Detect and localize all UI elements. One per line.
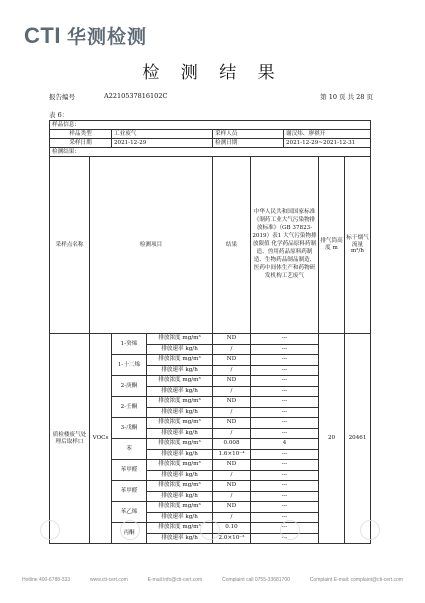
- table-label: 表 6：: [49, 111, 69, 119]
- param-cell: 排放速率 kg/h: [147, 407, 213, 418]
- logo-cti-text: CTI: [24, 22, 61, 48]
- item-name-cell: 苯: [112, 439, 147, 460]
- result-cell: /: [213, 407, 251, 418]
- watermark-icon: [200, 520, 220, 540]
- param-cell: 排放速率 kg/h: [147, 533, 213, 544]
- flow-rate-cell: 20461: [345, 334, 371, 544]
- result-cell: /: [213, 512, 251, 523]
- result-cell: ND: [213, 418, 251, 429]
- result-cell: /: [213, 386, 251, 397]
- watermark-icon: [40, 520, 60, 540]
- footer-email: E-mail:info@cti-cert.com: [147, 577, 203, 583]
- col-header-point: 采样点名称: [50, 157, 90, 334]
- item-name-cell: 1-十二烯: [112, 355, 147, 376]
- item-name-cell: 苯甲醛: [112, 460, 147, 481]
- result-cell: 1.6×10⁻⁴: [213, 449, 251, 460]
- report-number: A2210537816102C: [104, 92, 168, 100]
- param-cell: 排放速率 kg/h: [147, 386, 213, 397]
- standard-limit-cell: ---: [251, 397, 319, 408]
- result-cell: ND: [213, 481, 251, 492]
- param-cell: 排放浓度 mg/m³: [147, 334, 213, 345]
- result-cell: /: [213, 428, 251, 439]
- item-name-cell: 丙酮: [112, 523, 147, 544]
- standard-limit-cell: ---: [251, 502, 319, 513]
- param-cell: 排放浓度 mg/m³: [147, 502, 213, 513]
- item-name-cell: 2-庚酮: [112, 376, 147, 397]
- standard-limit-cell: ---: [251, 344, 319, 355]
- param-cell: 排放速率 kg/h: [147, 365, 213, 376]
- result-cell: /: [213, 365, 251, 376]
- param-cell: 排放浓度 mg/m³: [147, 376, 213, 387]
- col-header-result: 结果: [213, 157, 251, 334]
- param-cell: 排放速率 kg/h: [147, 470, 213, 481]
- result-cell: /: [213, 491, 251, 502]
- standard-limit-cell: ---: [251, 533, 319, 544]
- watermark-icon: [120, 520, 140, 540]
- param-cell: 排放浓度 mg/m³: [147, 523, 213, 534]
- footer-complaint-email: Complaint E-mail: complaint@cti-cert.com: [309, 577, 403, 583]
- sample-type-label: 样品类型: [50, 130, 112, 139]
- watermark-icon: [360, 520, 380, 540]
- param-cell: 排放浓度 mg/m³: [147, 355, 213, 366]
- standard-limit-cell: ---: [251, 386, 319, 397]
- standard-limit-cell: 4: [251, 439, 319, 450]
- standard-limit-cell: ---: [251, 355, 319, 366]
- standard-limit-cell: ---: [251, 460, 319, 471]
- footer: [0, 577, 425, 583]
- company-logo: [24, 22, 147, 49]
- page-number: 第 10 页 共 28 页: [320, 93, 373, 101]
- standard-limit-cell: ---: [251, 512, 319, 523]
- result-cell: ND: [213, 355, 251, 366]
- stack-height-cell: 20: [319, 334, 345, 544]
- logo-cn-text: 华测检测: [66, 26, 147, 48]
- standard-limit-cell: ---: [251, 470, 319, 481]
- standard-limit-cell: ---: [251, 428, 319, 439]
- item-name-cell: 3-戊酮: [112, 418, 147, 439]
- result-cell: ND: [213, 502, 251, 513]
- col-header-item: 检测项目: [90, 157, 213, 334]
- param-cell: 排放浓度 mg/m³: [147, 481, 213, 492]
- sample-type-value: 工业废气: [112, 130, 213, 139]
- sampler-label: 采样人员: [213, 130, 284, 139]
- param-cell: 排放速率 kg/h: [147, 344, 213, 355]
- voc-group-cell: VOCs: [90, 334, 112, 544]
- result-cell: 0.008: [213, 439, 251, 450]
- footer-hotline: Hotline 400-6788-333: [22, 577, 71, 583]
- item-name-cell: 2-壬酮: [112, 397, 147, 418]
- result-cell: ND: [213, 334, 251, 345]
- table-row: [50, 334, 371, 345]
- standard-limit-cell: ---: [251, 407, 319, 418]
- standard-limit-cell: ---: [251, 449, 319, 460]
- result-cell: 2.0×10⁻³: [213, 533, 251, 544]
- sample-info-heading: 样品信息:: [50, 121, 371, 130]
- testing-date-value: 2021-12-29~2021-12-31: [284, 139, 371, 148]
- sampling-date-label: 采样日期: [50, 139, 112, 148]
- col-header-height: 排气筒高度 m: [319, 157, 345, 334]
- footer-web: www.cti-cert.com: [89, 577, 128, 583]
- item-name-cell: 苯甲醛: [112, 481, 147, 502]
- col-header-flow: 标干烟气流量 m³/h: [345, 157, 371, 334]
- result-cell: /: [213, 344, 251, 355]
- footer-complaint-call: Complaint call 0755-33681700: [222, 577, 290, 583]
- item-name-cell: 1-癸烯: [112, 334, 147, 355]
- col-header-standard: 中华人民共和国国家标准《制药工业大气污染物排放标准》（GB 37823-2019）表1 大气污染物排放限值 化学药品原料药制造、兽用药品原料药制造、生物药品制品制造、医药中间体生产和药物研发机构工艺废气: [251, 157, 319, 334]
- standard-limit-cell: ---: [251, 481, 319, 492]
- result-cell: ND: [213, 376, 251, 387]
- sampling-point-cell: 质检楼废气处理后取样口: [50, 334, 90, 544]
- param-cell: 排放浓度 mg/m³: [147, 439, 213, 450]
- sampling-date-value: 2021-12-29: [112, 139, 213, 148]
- watermark-icon: [280, 520, 300, 540]
- sampler-value: 谢汉炜、廖祺开: [284, 130, 371, 139]
- document-title: 检 测 结 果: [142, 63, 283, 83]
- result-cell: ND: [213, 397, 251, 408]
- result-cell: ND: [213, 460, 251, 471]
- param-cell: 排放速率 kg/h: [147, 428, 213, 439]
- results-table: [49, 120, 371, 544]
- standard-limit-cell: ---: [251, 365, 319, 376]
- results-heading: 检测结果:: [50, 148, 371, 157]
- report-number-label: 报告编号: [49, 93, 75, 101]
- testing-date-label: 检测日期: [213, 139, 284, 148]
- result-cell: /: [213, 470, 251, 481]
- item-name-cell: 苯乙烯: [112, 502, 147, 523]
- standard-limit-cell: ---: [251, 376, 319, 387]
- param-cell: 排放速率 kg/h: [147, 512, 213, 523]
- result-cell: 0.10: [213, 523, 251, 534]
- param-cell: 排放浓度 mg/m³: [147, 397, 213, 408]
- param-cell: 排放速率 kg/h: [147, 491, 213, 502]
- param-cell: 排放速率 kg/h: [147, 449, 213, 460]
- standard-limit-cell: ---: [251, 418, 319, 429]
- param-cell: 排放浓度 mg/m³: [147, 460, 213, 471]
- standard-limit-cell: ---: [251, 491, 319, 502]
- param-cell: 排放浓度 mg/m³: [147, 418, 213, 429]
- standard-limit-cell: ---: [251, 523, 319, 534]
- standard-limit-cell: ---: [251, 334, 319, 345]
